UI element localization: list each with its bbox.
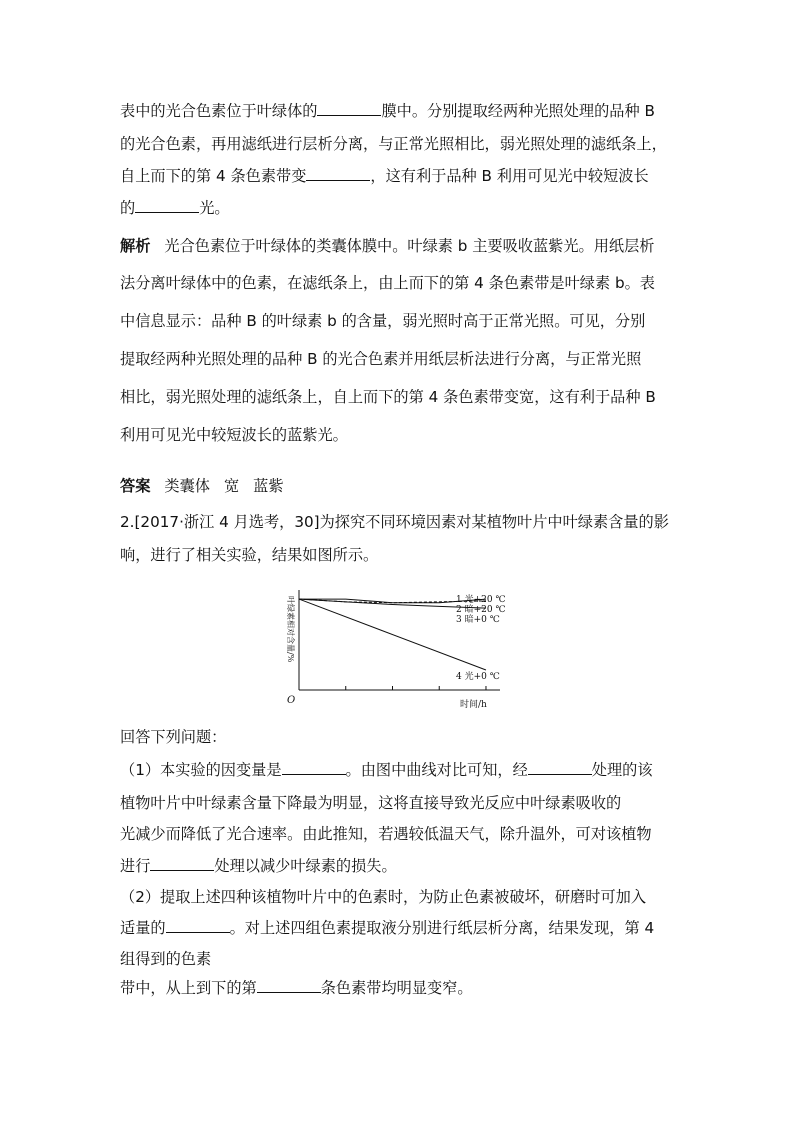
series-label-1: 1 光+20 ℃ bbox=[456, 595, 506, 605]
origin-label: O bbox=[287, 695, 296, 706]
text-line: 进行 处理以减少叶绿素的损失。 bbox=[120, 857, 397, 875]
answer-blank bbox=[257, 978, 321, 993]
series-label-2: 2 暗+20 ℃ bbox=[456, 605, 506, 615]
answer-blank bbox=[166, 918, 230, 933]
answer-blank bbox=[135, 198, 199, 213]
analysis-line: 提取经两种光照处理的品种 B 的光合色素并用纸层析法进行分离，与正常光照 bbox=[120, 350, 642, 368]
answer-line: 答案 类囊体 宽 蓝紫 bbox=[120, 477, 284, 495]
answer-blank bbox=[282, 760, 346, 775]
answer-blank bbox=[317, 101, 381, 116]
series-label-3: 3 暗+0 ℃ bbox=[456, 615, 500, 625]
text-line: 植物叶片中叶绿素含量下降最为明显，这将直接导致光反应中叶绿素吸收的 bbox=[120, 794, 622, 812]
text-line: 适量的 。对上述四组色素提取液分别进行纸层析分离，结果发现，第 4 bbox=[120, 919, 655, 937]
text-line: 2.[2017·浙江 4 月选考，30]为探究不同环境因素对某植物叶片中叶绿素含量的影 bbox=[120, 513, 669, 531]
text-line: 回答下列问题： bbox=[120, 728, 227, 746]
analysis-line: 相比，弱光照处理的滤纸条上，自上而下的第 4 条色素带变宽，这有利于品种 B bbox=[120, 388, 656, 406]
text-line: 的 光。 bbox=[120, 199, 230, 217]
text-line: 带中，从上到下的第 条色素带均明显变窄。 bbox=[120, 979, 473, 997]
analysis-line: 法分离叶绿体中的色素，在滤纸条上，由上而下的第 4 条色素带是叶绿素 b。表 bbox=[120, 274, 655, 292]
text-line: （1）本实验的因变量是 。由图中曲线对比可知，经 处理的该 bbox=[120, 761, 653, 779]
y-axis-label: 叶绿素相对含量/% bbox=[286, 596, 295, 663]
text-line: 光减少而降低了光合速率。由此推知，若遇较低温天气，除升温外，可对该植物 bbox=[120, 825, 652, 843]
text-line: 组得到的色素 bbox=[120, 950, 212, 968]
text-line: 响，进行了相关实验，结果如图所示。 bbox=[120, 546, 379, 564]
text-line: （2）提取上述四种该植物叶片中的色素时，为防止色素被破坏，研磨时可加入 bbox=[120, 888, 647, 906]
text-line: 的光合色素，再用滤纸进行层析分离，与正常光照相比，弱光照处理的滤纸条上， bbox=[120, 135, 667, 153]
x-axis-label: 时间/h bbox=[460, 700, 487, 710]
chlorophyll-chart bbox=[270, 586, 520, 710]
analysis-line: 中信息显示：品种 B 的叶绿素 b 的含量，弱光照时高于正常光照。可见，分别 bbox=[120, 312, 646, 330]
text-line: 自上而下的第 4 条色素带变 ，这有利于品种 B 利用可见光中较短波长 bbox=[120, 167, 649, 185]
analysis-line: 利用可见光中较短波长的蓝紫光。 bbox=[120, 426, 348, 444]
series-label-4: 4 光+0 ℃ bbox=[456, 672, 500, 682]
text-line: 表中的光合色素位于叶绿体的 膜中。分别提取经两种光照处理的品种 B bbox=[120, 102, 655, 120]
answer-blank bbox=[150, 856, 214, 871]
analysis-label: 解析 bbox=[120, 237, 151, 255]
analysis-line: 解析 光合色素位于叶绿体的类囊体膜中。叶绿素 b 主要吸收蓝紫光。用纸层析 bbox=[120, 237, 655, 255]
answer-label: 答案 bbox=[120, 477, 151, 495]
x-ticks bbox=[346, 686, 486, 690]
answer-blank bbox=[306, 166, 370, 181]
answer-blank bbox=[528, 760, 592, 775]
